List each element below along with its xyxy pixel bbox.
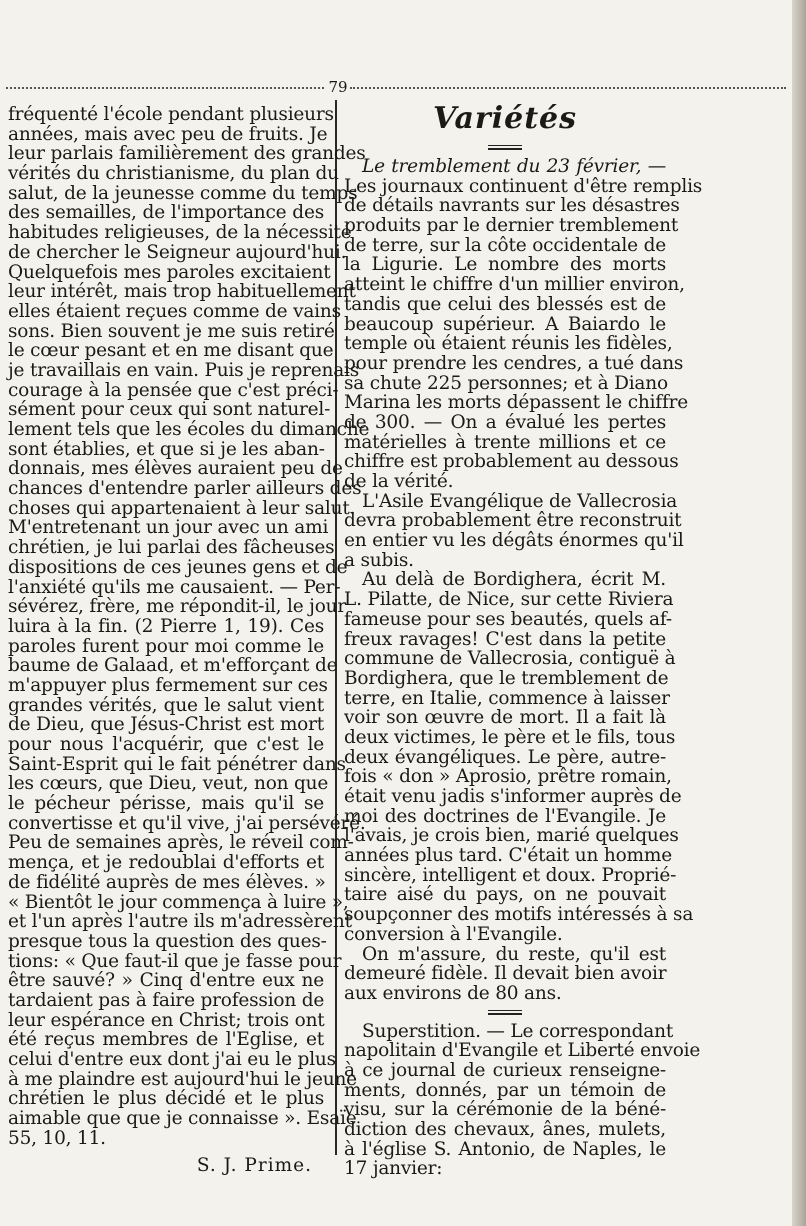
text-line: L. Pilatte, de Nice, sur cette Riviera — [344, 589, 674, 611]
text-line: Superstition. — Le correspondant — [362, 1020, 674, 1042]
text-line: 55, 10, 11. — [8, 1127, 106, 1149]
text-line: tardaient pas à faire profession de — [8, 989, 325, 1011]
section-ornament — [344, 1004, 666, 1022]
text-line: fréquenté l'école pendant plusieurs — [8, 104, 334, 125]
text-line: sévérez, frère, me répondit-il, le jour — [8, 596, 347, 618]
text-line: Les journaux continuent d'être remplis — [344, 175, 703, 197]
text-line: temple où étaient réunis les fidèles, — [344, 333, 673, 355]
text-line: « Bientôt le jour commença à luire », — [8, 891, 349, 913]
text-line: habitudes religieuses, de la nécessité — [8, 222, 352, 244]
text-line: fameuse pour ses beautés, quels af- — [344, 608, 672, 630]
text-line: vérités du christianisme, du plan du — [8, 163, 339, 185]
text-line: le cœur pesant et en me disant que — [8, 340, 334, 362]
text-line: pour nous l'acquérir, que c'est le — [8, 734, 324, 755]
text-line: grandes vérités, que le salut vient — [8, 694, 324, 716]
text-line: de terre, sur la côte occidentale de — [344, 234, 666, 256]
text-line: de Dieu, que Jésus-Christ est mort — [8, 714, 324, 736]
text-line: le pécheur périsse, mais qu'il se — [8, 793, 324, 815]
text-line: deux victimes, le père et le fils, tous — [344, 726, 676, 748]
text-line: aimable que que je connaisse ». Esaïe — [8, 1108, 357, 1130]
text-line: sément pour ceux qui sont naturel- — [8, 399, 331, 421]
text-line: matérielles à trente millions et ce — [344, 431, 666, 453]
left-column-text — [8, 104, 370, 1149]
text-line: baume de Galaad, et m'efforçant de — [8, 655, 338, 677]
text-line: la Ligurie. Le nombre des morts — [344, 254, 666, 276]
text-line: tions: « Que faut-il que je fasse pour — [8, 950, 342, 972]
text-line: moi des doctrines de l'Evangile. Je — [344, 805, 666, 827]
text-line: Bordighera, que le tremblement de — [344, 667, 669, 689]
text-line: sincère, intelligent et doux. Proprié- — [344, 864, 677, 886]
text-line: choses qui appartenaient à leur salut. — [8, 497, 356, 519]
text-line: chrétien le plus décidé et le plus — [8, 1088, 324, 1110]
text-line: soupçonner des motifs intéressés à sa — [344, 904, 694, 926]
text-line: taire aisé du pays, on ne pouvait — [344, 884, 666, 906]
text-line: diction des chevaux, ânes, mulets, — [344, 1119, 666, 1140]
text-line: commune de Vallecrosia, contiguë à — [344, 648, 676, 670]
text-line: visu, sur la cérémonie de la béné- — [344, 1099, 666, 1121]
right-column-text — [344, 156, 703, 1004]
text-line: et l'un après l'autre ils m'adressèrent — [8, 911, 352, 933]
text-line: dispositions de ces jeunes gens et de — [8, 556, 348, 578]
text-line: l'avais, je crois bien, marié quelques — [344, 825, 679, 847]
title-ornament — [344, 139, 666, 157]
text-line: donnais, mes élèves auraient peu de — [8, 458, 343, 480]
text-line: était venu jadis s'informer auprès de — [344, 786, 682, 807]
text-line: lement tels que les écoles du dimanche — [8, 419, 370, 440]
text-line: M'entretenant un jour avec un ami — [8, 517, 329, 539]
text-line: aux environs de 80 ans. — [344, 982, 562, 1004]
text-line: celui d'entre eux dont j'ai eu le plus — [8, 1049, 336, 1070]
text-line: de 300. — On a évalué les pertes — [344, 411, 666, 433]
text-line: L'Asile Evangélique de Vallecrosia — [362, 490, 678, 512]
text-line: à me plaindre est aujourd'hui le jeune — [8, 1068, 357, 1090]
text-line: napolitain d'Evangile et Liberté envoie — [344, 1040, 701, 1062]
text-line: des semailles, de l'importance des — [8, 202, 324, 224]
text-line: les cœurs, que Dieu, veut, non que — [8, 773, 329, 795]
text-line: fois « don » Aprosio, prêtre romain, — [344, 766, 672, 788]
page-header — [0, 78, 790, 96]
text-line: de chercher le Seigneur aujourd'hui. — [8, 241, 347, 263]
text-line: freux ravages! C'est dans la petite — [344, 628, 666, 650]
text-line: Peu de semaines après, le réveil com- — [8, 832, 354, 854]
text-line: être sauvé? » Cinq d'entre eux ne — [8, 970, 324, 992]
text-line: sont établies, et que si je les aban- — [8, 438, 325, 460]
text-line: de fidélité auprès de mes élèves. » — [8, 871, 326, 893]
text-line: chrétien, je lui parlai des fâcheuses — [8, 537, 335, 559]
text-line: convertisse et qu'il vive, j'ai persévéré. — [8, 812, 366, 834]
text-line: en entier vu les dégâts énormes qu'il — [344, 530, 684, 552]
text-line: conversion à l'Evangile. — [344, 923, 563, 945]
text-line: demeuré fidèle. Il devait bien avoir — [344, 963, 667, 985]
text-line: 17 janvier: — [344, 1158, 443, 1180]
text-line: presque tous la question des ques- — [8, 930, 327, 952]
left-column — [8, 104, 370, 1177]
text-line: courage à la pensée que c'est préci- — [8, 379, 339, 401]
text-line: paroles furent pour moi comme le — [8, 635, 324, 657]
text-line: de la vérité. — [344, 471, 454, 492]
text-line: salut, de la jeunesse comme du temps — [8, 182, 358, 204]
text-line: à ce journal de curieux renseigne- — [344, 1059, 666, 1081]
right-column — [344, 101, 703, 1180]
text-line: mença, et je redoublai d'efforts et — [8, 852, 324, 874]
text-line: années, mais avec peu de fruits. Je — [8, 123, 328, 145]
header-rule-left — [6, 87, 324, 89]
text-line: m'appuyer plus fermement sur ces — [8, 674, 328, 696]
text-line: Saint-Esprit qui le fait pénétrer dans — [8, 753, 346, 775]
text-line: devra probablement être reconstruit — [344, 510, 682, 532]
text-line: atteint le chiffre d'un millier environ, — [344, 274, 685, 296]
text-line: luira à la fin. (2 Pierre 1, 19). Ces — [8, 615, 324, 637]
text-line: leur intérêt, mais trop habituellement — [8, 281, 356, 303]
text-line: chances d'entendre parler ailleurs des — [8, 478, 362, 500]
text-line: terre, en Italie, commence à laisser — [344, 687, 670, 709]
text-line: leur parlais familièrement des grandes — [8, 143, 366, 165]
text-line: pour prendre les cendres, a tué dans — [344, 352, 684, 374]
text-line: été reçus membres de l'Eglise, et — [8, 1029, 324, 1051]
text-line: chiffre est probablement au dessous — [344, 451, 679, 473]
page-number: 79 — [328, 78, 348, 96]
text-line: sons. Bien souvent je me suis retiré — [8, 320, 335, 342]
text-line: à l'église S. Antonio, de Naples, le — [344, 1138, 666, 1160]
header-rule-right — [350, 87, 786, 89]
text-line: de détails navrants sur les désastres — [344, 195, 680, 217]
text-line: voir son œuvre de mort. Il a fait là — [344, 707, 666, 729]
text-line: Le tremblement du 23 février, — — [362, 156, 666, 177]
page-gutter-shadow — [792, 0, 806, 1226]
text-line: ments, donnés, par un témoin de — [344, 1079, 666, 1101]
text-line: deux évangéliques. Le père, autre- — [344, 746, 666, 768]
text-line: beaucoup supérieur. A Baiardo le — [344, 313, 666, 335]
text-line: elles étaient reçues comme de vains — [8, 300, 341, 322]
text-line: sa chute 225 personnes; et à Diano — [344, 372, 668, 394]
text-line: années plus tard. C'était un homme — [344, 845, 672, 867]
text-line: Quelquefois mes paroles excitaient — [8, 261, 331, 283]
section-title: Variétés — [432, 101, 578, 136]
text-line: On m'assure, du reste, qu'il est — [362, 943, 666, 965]
text-line: a subis. — [344, 549, 414, 571]
text-line: je travaillais en vain. Puis je reprenais — [8, 359, 360, 381]
text-line: Au delà de Bordighera, écrit M. — [362, 569, 666, 591]
text-line: tandis que celui des blessés est de — [344, 293, 666, 315]
text-line: l'anxiété qu'ils me causaient. — Per- — [8, 576, 341, 598]
text-line: leur espérance en Christ; trois ont — [8, 1009, 325, 1031]
signature: S. J. Prime. — [196, 1155, 312, 1177]
text-line: Marina les morts dépassent le chiffre — [344, 392, 688, 414]
right-column-text-2 — [344, 1020, 701, 1180]
text-line: produits par le dernier tremblement — [344, 215, 679, 237]
